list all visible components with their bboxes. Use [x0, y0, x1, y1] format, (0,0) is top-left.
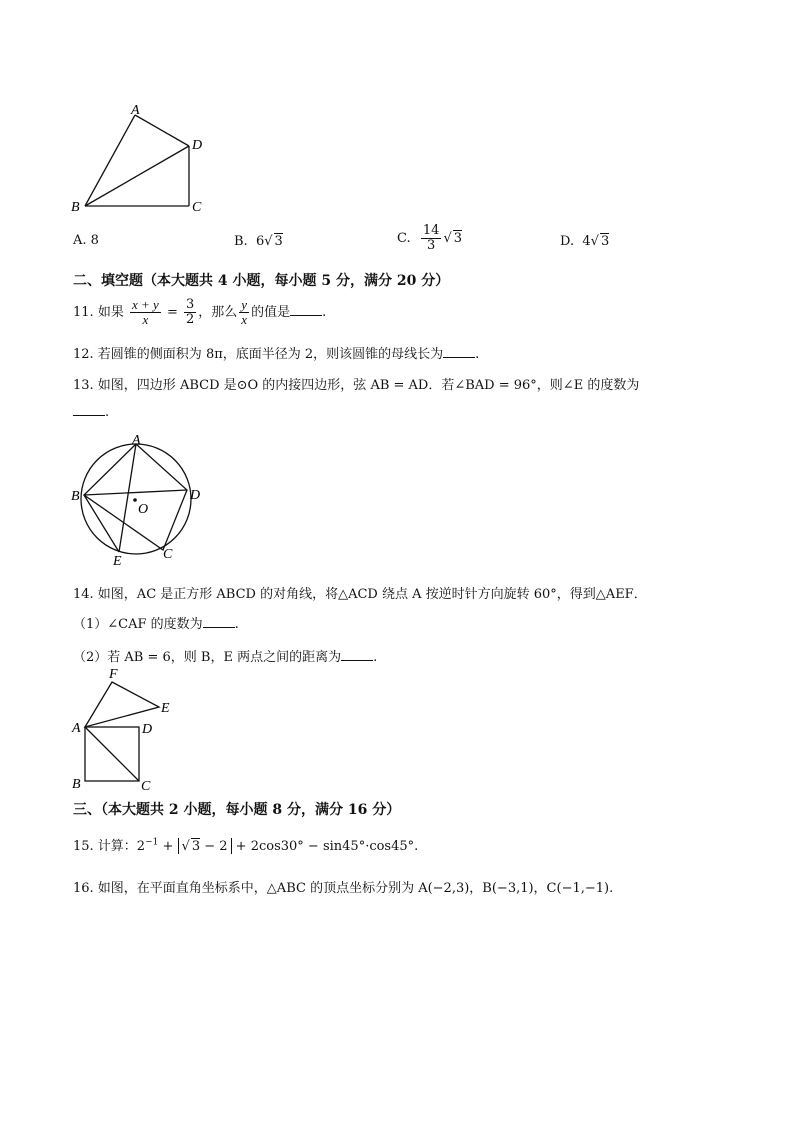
label-c: C: [141, 779, 151, 794]
question-14-part-2: （2）若 AB = 6，则 B，E 两点之间的距离为 .: [73, 650, 378, 665]
question-15: 15. 计算：$2^{-1}$ + √ 3 − 2 + 2cos30° − sin45°·cos45°.: [73, 837, 419, 854]
fraction: $\frac{y}{x}$: [241, 297, 248, 327]
figure-square-rotation: [65, 664, 185, 794]
figure-circle: [62, 432, 222, 570]
section-2-title: 二、填空题（本大题共 4 小题，每小题 5 分，满分 20 分）: [73, 273, 450, 289]
option-c: C. $\frac{14}{3}$ √ 3: [397, 223, 463, 253]
fraction: $\frac{14}{3}$: [422, 223, 440, 253]
fraction: $\frac{3}{2}$: [185, 297, 195, 327]
label-b: B: [71, 200, 80, 215]
answer-blank[interactable]: [203, 616, 235, 628]
absolute-value: √ 3 − 2: [178, 838, 232, 854]
option-d: D. 4√ 3: [560, 234, 610, 249]
option-b: B. 6√ 3: [234, 234, 283, 249]
fraction: $\frac{x + y}{x}$: [131, 297, 159, 327]
label-a: A: [132, 433, 141, 448]
question-14-part-1: （1）∠CAF 的度数为 .: [73, 617, 239, 632]
label-a: A: [131, 103, 140, 118]
label-b: B: [72, 777, 81, 792]
label-o: O: [138, 502, 149, 517]
answer-blank[interactable]: [290, 304, 322, 316]
label-a: A: [72, 721, 81, 736]
label-d: D: [142, 722, 153, 737]
question-12: 12. 若圆锥的侧面积为 8π，底面半径为 2，则该圆锥的母线长为 .: [73, 347, 480, 362]
label-c: C: [192, 200, 202, 215]
answer-blank[interactable]: [341, 649, 373, 661]
section-3-title: 三、（本大题共 2 小题，每小题 8 分，满分 16 分）: [73, 802, 401, 818]
option-a: A. 8: [73, 233, 99, 248]
figure-quadrilateral: [65, 100, 215, 218]
label-c: C: [163, 547, 173, 562]
question-13: 13. 如图，四边形 ABCD 是⊙O 的内接四边形，弦 AB = AD．若∠BAD = 96°，则∠E 的度数为: [73, 378, 640, 393]
label-d: D: [192, 138, 203, 153]
label-d: D: [190, 488, 201, 503]
question-14: 14. 如图，AC 是正方形 ABCD 的对角线，将△ACD 绕点 A 按逆时针方向旋转 60°，得到△AEF．: [73, 587, 647, 602]
label-b: B: [71, 489, 80, 504]
label-e: E: [161, 701, 170, 716]
question-11: 11. 如果 $\frac{x + y}{x}$ = $\frac{3}{2}$ ，那么 $\frac{y}{x}$ 的值是 .: [73, 297, 327, 327]
answer-blank[interactable]: [73, 404, 105, 416]
question-16: 16. 如图，在平面直角坐标系中，△ABC 的顶点坐标分别为 A(−2,3)，B(−3,1)，C(−1,−1).: [73, 881, 614, 896]
label-e: E: [113, 554, 122, 569]
question-13-answer: .: [73, 404, 109, 420]
answer-blank[interactable]: [443, 346, 475, 358]
label-f: F: [109, 667, 118, 682]
